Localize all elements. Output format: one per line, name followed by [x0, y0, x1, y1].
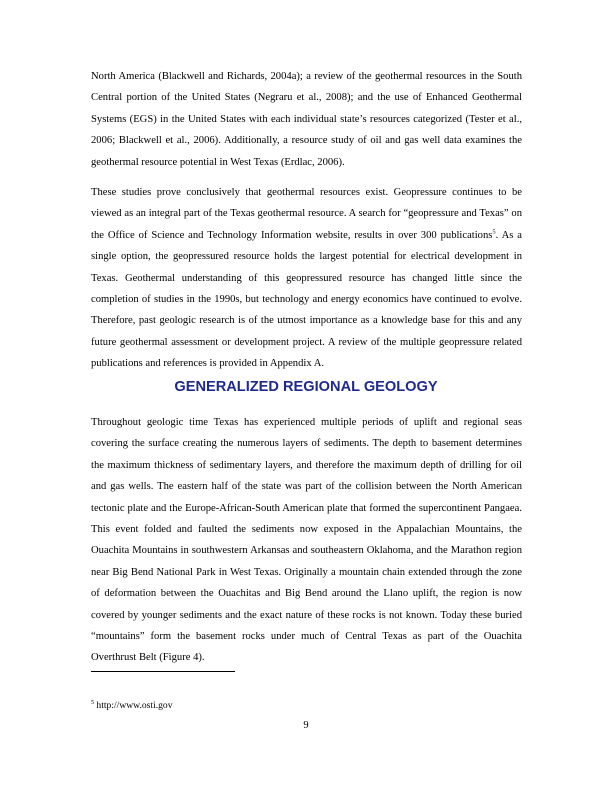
- footnote-reference: 5: [492, 228, 496, 236]
- footnote: [91, 700, 173, 711]
- paragraph-regional-geology: Throughout geologic time Texas has experienced multiple periods of uplift and regional seas covering the surface creating the numerous layers of sediments. The depth to basement determines the maximum thickness of sedimentary layers, and therefore the maximum depth of drilling for oil and gas wells. The eastern half of the state was part of the collision between the North American tectonic plate and the Europe-African-South American plate that formed the supercontinent Pangaea. This event folded and faulted the sediments now exposed in the Appalachian Mountains, the Ouachita Mountains in southwestern Arkansas and southeastern Oklahoma, and the Marathon region near Big Bend National Park in West Texas. Originally a mountain chain extended through the zone of deformation between the Ouachitas and Big Bend around the Llano uplift, the region is now covered by younger sediments and the exact nature of these rocks is not known. Today these buried “mountains” form the basement rocks under much of Central Texas as part of the Ouachita Overthrust Belt (Figure 4).: [91, 417, 522, 664]
- paragraph-geothermal-reviews: North America (Blackwell and Richards, 2004a); a review of the geothermal resources in the South Central portion of the United States (Negraru et al., 2008); and the use of Enhanced Geothermal Systems (EGS) in the United States with each individual state’s resources categorized (Tester et al., 2006; Blackwell et al., 2006). Additionally, a resource study of oil and gas well data examines the geothermal resource potential in West Texas (Erdlac, 2006).: [91, 71, 522, 168]
- paragraph-geopressure-resource: [91, 182, 522, 375]
- page-number: 9: [303, 720, 309, 731]
- footnote-number: 5: [91, 699, 94, 706]
- paragraph-text: . As a single option, the geopressured resource holds the largest potential for electrical development in Texas. Geothermal understanding of this geopressured resource has changed little since the completion of studies in the 1990s, but technology and energy economics have continued to evolve. Therefore, past geologic research is of the utmost importance as a knowledge base for this and any future geothermal assessment or development project. A review of the multiple geopressure related publications and references is provided in Appendix A.: [91, 229, 522, 370]
- paragraph-text: These studies prove conclusively that geothermal resources exist. Geopressure continues to be viewed as an integral part of the Texas geothermal resource. A search for “geopressure and Texas” on the Office of Science and Technology Information website, results in over 300 publications: [91, 187, 522, 241]
- footnote-divider: [91, 671, 235, 672]
- section-heading: GENERALIZED REGIONAL GEOLOGY: [174, 379, 438, 395]
- footnote-text: http://www.osti.gov: [94, 700, 173, 711]
